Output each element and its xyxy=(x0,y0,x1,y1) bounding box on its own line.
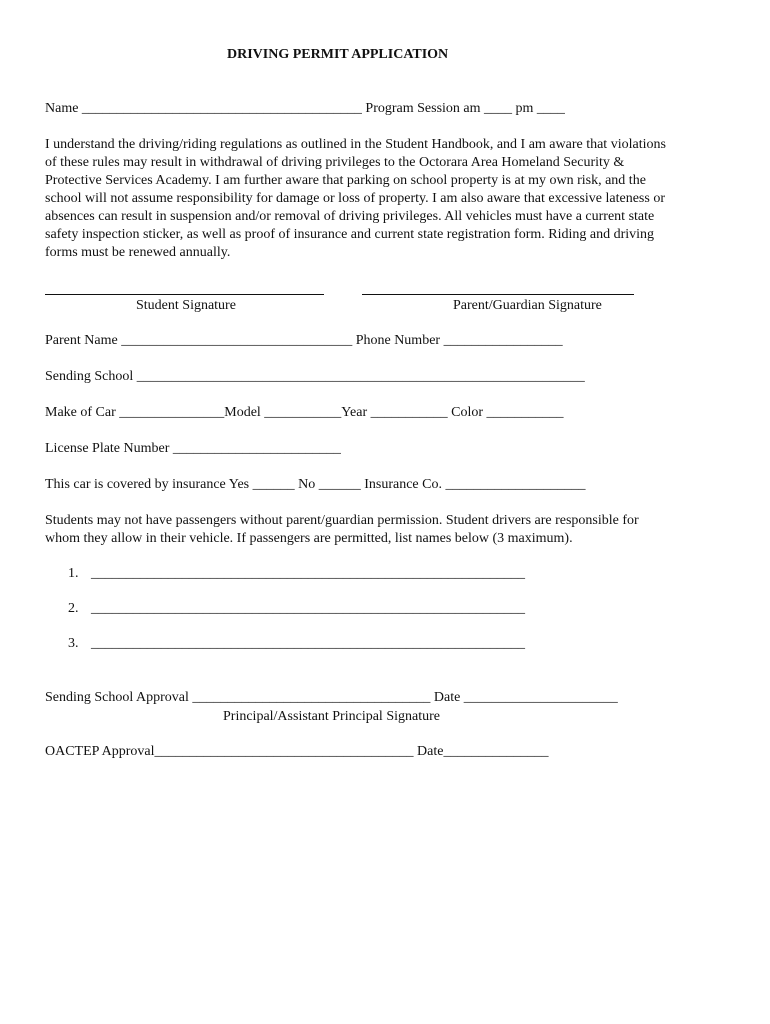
form-title: DRIVING PERMIT APPLICATION xyxy=(227,47,449,62)
passenger-number: 3. xyxy=(68,636,79,651)
insurance-field[interactable]: This car is covered by insurance Yes ______ No ______ Insurance Co. ____________________ xyxy=(45,477,586,492)
passengers-paragraph xyxy=(45,512,639,548)
regulations-line: absences can result in suspension and/or removal of driving privileges. All vehicles must have a current state xyxy=(45,209,655,224)
parent-name-phone-field[interactable]: Parent Name _________________________________ Phone Number _________________ xyxy=(45,333,563,348)
car-details-field[interactable]: Make of Car _______________Model ___________Year ___________ Color ___________ xyxy=(45,405,564,420)
student-signature-label: Student Signature xyxy=(136,298,236,313)
passenger-number: 1. xyxy=(68,566,79,581)
license-plate-field[interactable]: License Plate Number ________________________ xyxy=(45,441,341,456)
regulations-line: of these rules may result in withdrawal of driving privileges to the Octorara Area Homeland Security & xyxy=(45,155,625,170)
passenger-number: 2. xyxy=(68,601,79,616)
passenger-name-field[interactable]: ______________________________________________________________ xyxy=(91,636,525,651)
passenger-name-field[interactable]: ______________________________________________________________ xyxy=(91,566,525,581)
parent-signature-line[interactable] xyxy=(362,294,634,295)
passenger-name-field[interactable]: ______________________________________________________________ xyxy=(91,601,525,616)
regulations-line: Protective Services Academy. I am further aware that parking on school property is at my own risk, and the xyxy=(45,173,646,188)
name-program-session-field[interactable]: Name ________________________________________ Program Session am ____ pm ____ xyxy=(45,101,565,116)
regulations-paragraph xyxy=(45,136,666,262)
student-signature-line[interactable] xyxy=(45,294,324,295)
principal-signature-caption: Principal/Assistant Principal Signature xyxy=(223,709,440,724)
sending-school-field[interactable]: Sending School ________________________________________________________________ xyxy=(45,369,585,384)
regulations-line: forms must be renewed annually. xyxy=(45,245,231,260)
passengers-line: Students may not have passengers without parent/guardian permission. Student drivers are responsible for xyxy=(45,513,639,528)
oactep-approval-field[interactable]: OACTEP Approval_____________________________________ Date_______________ xyxy=(45,744,549,759)
regulations-line: school will not assume responsibility for damage or loss of property. I am also aware that excessive lateness or xyxy=(45,191,665,206)
sending-school-approval-field[interactable]: Sending School Approval __________________________________ Date ______________________ xyxy=(45,690,618,705)
regulations-line: safety inspection sticker, as well as proof of insurance and current state registration form. Riding and driving xyxy=(45,227,655,242)
passengers-line: whom they allow in their vehicle. If passengers are permitted, list names below (3 maximum). xyxy=(45,531,573,546)
parent-signature-label: Parent/Guardian Signature xyxy=(453,298,602,313)
regulations-line: I understand the driving/riding regulations as outlined in the Student Handbook, and I am aware that violations xyxy=(45,137,666,152)
